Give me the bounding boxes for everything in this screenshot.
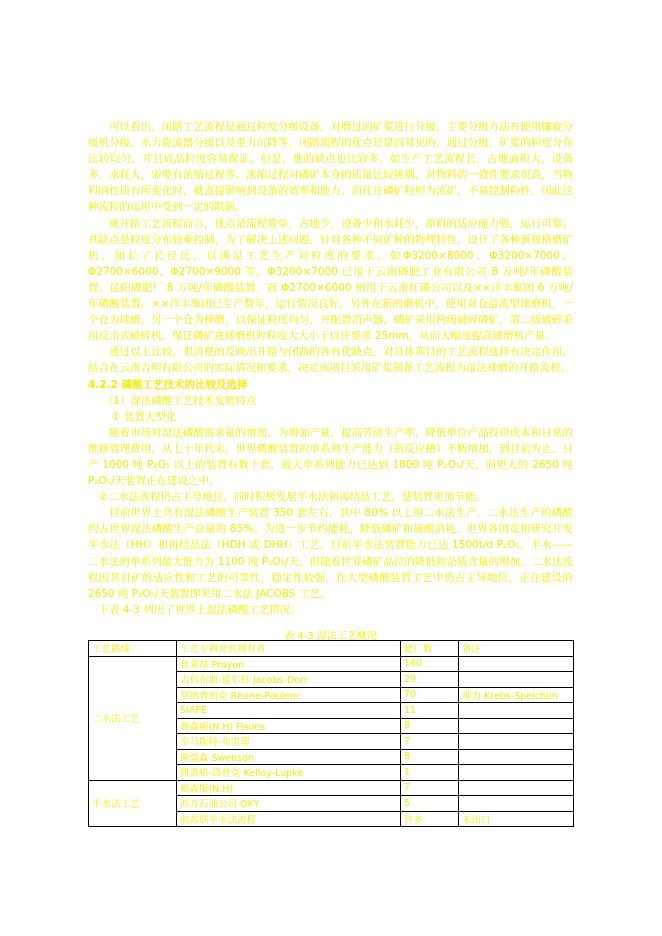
owner-cell: 罗纳普朗克 Rhone-Poulenc: [177, 687, 401, 703]
paragraph: 目前世界上共有湿法磷酸生产装置 350 套左右，其中 80% 以上用二水法生产，二水法生产的磷酸约占世界湿法磷酸生产总量的 85%。为进一步节约能耗，降低磷矿和硫酸消耗，世界各国竞相研究开发半水法（HH）和再结晶法（HDH 或 DHH）工艺。目前半水法装置能力已达 1500t/d P₂O₅。半水——二水法的单系列最大能力为 1100 吨 P₂O₅/天。但随着世界磷矿品位的降低和杂质含量的增加，二水法流程因其对矿的适应性和工艺的可靠性，稳定性较强，在大型磷酸装置工艺中仍占主导地位，正在建设的 2650 吨 P₂O₅/天装置即采用二水法 JACOBS 工艺。: [88, 507, 573, 600]
count-cell: 8: [401, 749, 459, 765]
count-cell: 5: [401, 796, 459, 812]
header-note: 备注: [459, 641, 574, 657]
note-cell: [459, 796, 574, 812]
count-cell: 8: [401, 718, 459, 734]
count-cell: 1: [401, 765, 459, 781]
count-cell: 7: [401, 780, 459, 796]
count-cell: 11: [401, 703, 459, 719]
note-cell: [459, 780, 574, 796]
count-cell: 29: [401, 672, 459, 688]
note-cell: 现为 Krebs-Speichim: [459, 687, 574, 703]
owner-cell: 辛马斯特-布雷耶: [177, 734, 401, 750]
header-route: 工艺路线: [89, 641, 177, 657]
owner-cell: 费森斯(N.H): [177, 780, 401, 796]
note-cell: [459, 765, 574, 781]
count-cell: 许多: [401, 811, 459, 827]
header-count: 建厂数: [401, 641, 459, 657]
count-cell: 140: [401, 656, 459, 672]
owner-cell: 前苏联半水法流程: [177, 811, 401, 827]
section-heading: 4.2.2 磷酸工艺技术的比较及选择: [88, 378, 248, 391]
owner-cell: SIAPE: [177, 703, 401, 719]
paragraph: 就开路工艺流程而言，优点是流程简单，占地少，设备少和水耗少，原料的适应能力强，运行可靠。其缺点是粒度分布较难控制，为了解决上述问题，针对各种不同矿种的物理特性，设计了各种新规格磨矿机，加长了长径比，以满足工艺生产对粒度的要求。如Φ3200×8000、Φ3200×7000、Φ2700×6000、Φ2700×9000 等。Φ3200×7000 已用于云南磷肥工业有限公司 8 万吨/年磷酸装置、昆阳磷肥厂 8 万吨/年磷酸装置，而 Φ2700×6000 则用于云南红磷公司以及××洋丰集团 6 万吨/年磷酸装置。××洋丰集团已生产数年，运行情况良好，另外在新的磨机中，使用双仓溢流型球磨机，一个仓为球磨，另一个仓为棒磨，以保证粒度均匀，并配置消声器，磷矿采用两级破碎磷矿，第二级破碎采用反击式破碎机，保证磷矿进球磨机时粒度大大小于以往要求 25mm，从而大幅度提高球磨机产量。: [88, 217, 573, 343]
note-cell: [459, 749, 574, 765]
body-text: [88, 119, 573, 618]
owner-cell: 斯温森 Swenson: [177, 749, 401, 765]
count-cell: 7: [401, 734, 459, 750]
note-cell: [459, 718, 574, 734]
note-cell: 未出口: [459, 811, 574, 827]
owner-cell: 西方石油公司 OXY: [177, 796, 401, 812]
header-owner: 工艺专利及其拥有者: [177, 641, 401, 657]
owner-cell: 吉科布斯-道尔科 Jacobs-Dorr: [177, 672, 401, 688]
note-cell: [459, 703, 574, 719]
table-header-row: [89, 641, 574, 657]
owner-cell: 凯洛格-洛普克 Kelloy-Lupke: [177, 765, 401, 781]
owner-cell: 费森斯(N.H) Fisons: [177, 718, 401, 734]
table-caption: 表 4-3 湿法工艺概况: [284, 631, 377, 642]
route-cell: 二水法工艺: [89, 656, 177, 780]
note-cell: [459, 672, 574, 688]
subsection-heading: （1）湿法磷酸工艺技术发展特点: [102, 394, 257, 407]
item-heading: ① 装置大型化: [111, 410, 177, 423]
item-heading: ②二水法流程仍占主导地位，同时积极发展半水法和再结晶工艺，使装置更加节能。: [88, 491, 486, 504]
table-row: [89, 656, 574, 672]
table-row: [89, 780, 574, 796]
route-cell: 半水法工艺: [89, 780, 177, 827]
paragraph: 通过以上比较，很清楚的反映出开路与闭路的各有优缺点，对具体项目的工艺流程选择有决定作用，结合在云南吉明有限公司的实际情况和要求，决定该项目采用矿浆制备工艺流程为湿法球磨的开路流程。: [88, 346, 573, 375]
count-cell: 70: [401, 687, 459, 703]
owner-cell: 普莱昂 Prayon: [177, 656, 401, 672]
table-intro: 下表 4-3 列出了世界上湿法磷酸工艺情况：: [88, 603, 301, 616]
note-cell: [459, 734, 574, 750]
process-table: [88, 640, 574, 827]
paragraph: 随着市场对湿法磷酸需求量的增加，为增加产量，提高劳动生产率，降低单位产品投资成本和日常的维修管理费用，从七十年代末，世界磷酸装置的单系列生产能力（指反应槽）不断增加，到目前为止，日产 1000 吨 P₂O₅ 以上的装置有数十套，最大单系列能力已达到 1800 吨 P₂O₅/天，而更大的 2650 吨 P₂O₅/天装置正在建设之中。: [88, 426, 573, 488]
note-cell: [459, 656, 574, 672]
paragraph: 可以看出，闭路工艺流程是通过粒度分级设备，对磨过的矿浆进行分级，主要分级方法有使用螺旋分级机分级、水力旋流器分级以及重力沉降等。闭路流程的优点是显而易见的，通过分级，矿浆的粒度分布比较均匀，并且成品粒度容易保证。但是，他的缺点也比较多，如生产工艺流程长，占地面积大，设备多，水耗大，需要有浓缩过程等。浓缩过程对磷矿本身的质量比较挑剔，对物料的一致性要求很高，当物料的性质有所变化时，就直接影响到设备的效率和能力，而往往磷矿粉则为浓矿，不易控制粉性，因此这种流程的运用中受到一定的限制。: [88, 121, 573, 214]
